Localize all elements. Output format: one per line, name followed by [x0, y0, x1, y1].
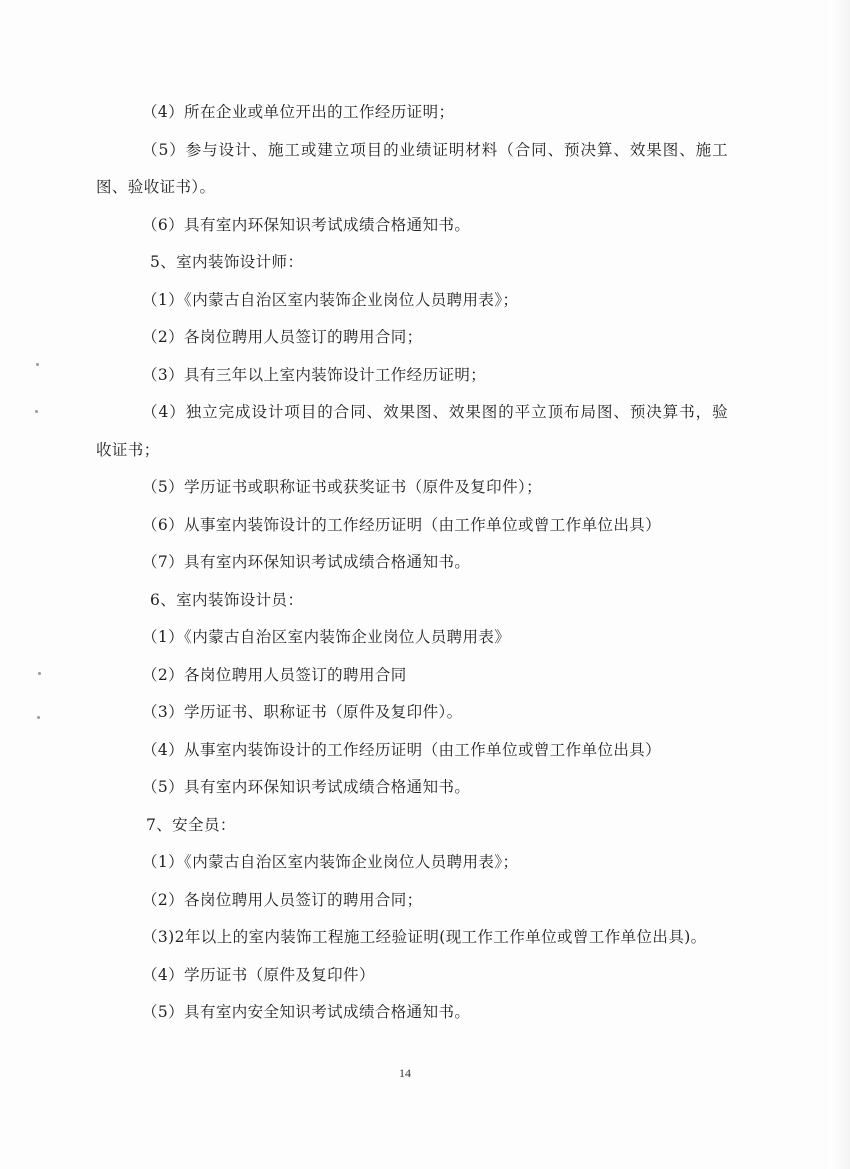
list-item: （1）《内蒙古自治区室内装饰企业岗位人员聘用表》；	[142, 853, 519, 871]
list-item: （1）《内蒙古自治区室内装饰企业岗位人员聘用表》；	[142, 290, 519, 309]
list-item: （6）具有室内环保知识考试成绩合格通知书。	[142, 215, 471, 234]
list-item: （6）从事室内装饰设计的工作经历证明（由工作单位或曾工作单位出具）	[142, 515, 662, 534]
list-item: （3）学历证书、职称证书（原件及复印件）。	[142, 703, 463, 721]
list-item: （2）各岗位聘用人员签订的聘用合同；	[142, 890, 423, 909]
page-number: 14	[399, 1066, 411, 1080]
list-item: （5）参与设计、施工或建立项目的业绩证明材料（合同、预决算、效果图、施工	[142, 140, 728, 159]
scan-speck	[35, 410, 38, 413]
list-item-continuation: 收证书；	[96, 440, 160, 459]
scan-speck	[38, 672, 41, 675]
section-heading: 6、室内装饰设计员：	[150, 590, 304, 609]
list-item: （4）独立完成设计项目的合同、效果图、效果图的平立顶布局图、预决算书，验	[142, 403, 728, 421]
list-item: （3）具有三年以上室内装饰设计工作经历证明；	[142, 365, 487, 384]
list-item: （4）学历证书（原件及复印件）	[142, 965, 375, 984]
list-item: （5）具有室内环保知识考试成绩合格通知书。	[142, 778, 471, 796]
list-item: （2）各岗位聘用人员签订的聘用合同	[142, 665, 407, 684]
section-heading: 5、室内装饰设计师：	[150, 253, 304, 271]
list-item: （7）具有室内环保知识考试成绩合格通知书。	[142, 553, 471, 571]
list-item: （4）从事室内装饰设计的工作经历证明（由工作单位或曾工作单位出具）	[142, 740, 662, 759]
list-item: （1）《内蒙古自治区室内装饰企业岗位人员聘用表》	[142, 628, 511, 646]
list-item: （4）所在企业或单位开出的工作经历证明；	[142, 103, 455, 121]
scan-speck	[37, 716, 40, 719]
scan-speck	[36, 363, 39, 366]
list-item-continuation: 图、验收证书）。	[96, 178, 216, 196]
list-item: （2）各岗位聘用人员签订的聘用合同；	[142, 328, 423, 346]
list-item: （5）具有室内安全知识考试成绩合格通知书。	[142, 1003, 471, 1021]
list-item: （5）学历证书或职称证书或获奖证书（原件及复印件）；	[142, 478, 543, 496]
document-body	[96, 94, 728, 1032]
list-item: （3)2年以上的室内装饰工程施工经验证明(现工作工作单位或曾工作单位出具)。	[142, 928, 707, 946]
section-heading: 7、安全员：	[146, 815, 236, 834]
scan-edge-shading	[828, 0, 850, 1169]
